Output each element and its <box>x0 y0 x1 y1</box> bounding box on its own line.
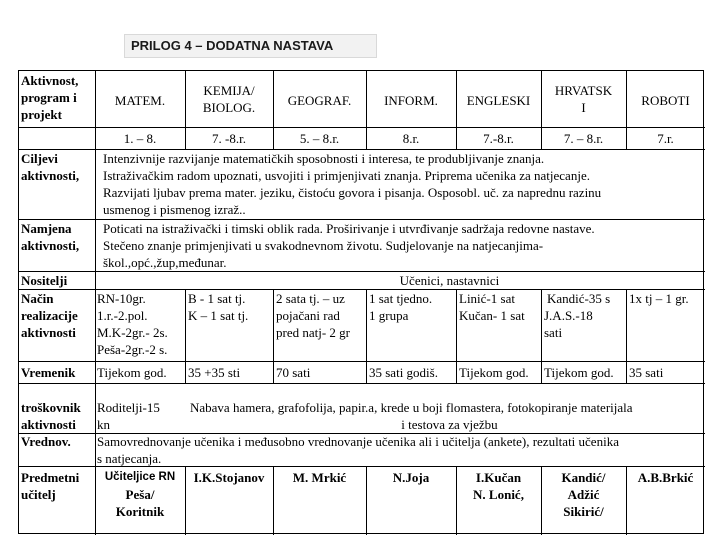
namjena-text-line: Stečeno znanje primjenjivati u svakodnevnom životu. Sudjelovanje na natjecanjima- <box>103 238 544 253</box>
row-label-predmetni: učitelj <box>21 487 56 502</box>
nacin-cell-matem: Peša-2gr.-2 s. <box>97 342 168 357</box>
grade-engleski: 7.-8.r. <box>483 131 514 146</box>
column-divider <box>185 289 186 383</box>
row-label-namjena: Namjena <box>21 221 72 236</box>
row-divider <box>19 271 705 272</box>
grade-geograf: 5. – 8.r. <box>299 131 340 146</box>
nacin-cell-inform: 1 sat tjedno. <box>369 291 433 306</box>
grade-kemija: 7. -8.r. <box>212 131 246 146</box>
row-label-vremenik: Vremenik <box>21 365 76 380</box>
teacher-matem: Učiteljice RN <box>104 471 176 483</box>
teacher-engleski: I.Kučan <box>475 470 522 485</box>
subject-header-roboti: ROBOTI <box>641 93 690 108</box>
column-divider <box>273 289 274 383</box>
row-label-ciljevi: aktivnosti, <box>21 168 80 183</box>
row-divider <box>19 289 705 290</box>
teacher-inform: N.Joja <box>392 470 430 485</box>
teacher-engleski: N. Lonić, <box>473 487 524 502</box>
page-title: PRILOG 4 – DODATNA NASTAVA <box>124 34 377 58</box>
vremenik-cell: 70 sati <box>276 365 311 380</box>
nacin-cell-engleski: Kučan- 1 sat <box>459 308 525 323</box>
column-divider <box>541 289 542 383</box>
troskovnik-cell: kn <box>97 417 110 432</box>
grade-inform: 8.r. <box>402 131 420 146</box>
vremenik-cell: 35 sati <box>629 365 664 380</box>
corner-label-line: projekt <box>21 107 62 122</box>
column-divider <box>626 289 627 383</box>
teacher-geograf: M. Mrkić <box>292 470 347 485</box>
row-label-troskovnik: troškovnik <box>21 400 81 415</box>
nacin-cell-matem: 1.r.-2.pol. <box>97 308 148 323</box>
nacin-cell-matem: M.K-2gr.- 2s. <box>97 325 168 340</box>
ciljevi-text-line: Istraživačkim radom upoznati, usvojiti i primjenjivati znanja. Priprema učenika za natjecanje. <box>103 168 590 183</box>
nacin-cell-geograf: 2 sata tj. – uz <box>276 291 345 306</box>
teacher-hrvatski: Kandić/ <box>561 470 606 485</box>
row-divider <box>19 466 705 467</box>
nacin-cell-hrvatski: sati <box>544 325 563 340</box>
activity-table <box>18 70 704 534</box>
grade-roboti: 7.r. <box>657 131 674 146</box>
corner-label-line: program i <box>21 90 77 105</box>
grade-matem: 1. – 8. <box>123 131 157 146</box>
namjena-text-line: škol.,opć.,žup,međunar. <box>103 255 227 270</box>
teacher-matem: Peša/ <box>125 487 155 502</box>
row-label-troskovnik: aktivnosti <box>21 417 76 432</box>
teacher-kemija: I.K.Stojanov <box>193 470 265 485</box>
row-divider <box>19 149 705 150</box>
column-divider <box>366 289 367 383</box>
row-divider <box>19 361 705 362</box>
nacin-cell-matem: RN-10gr. <box>97 291 146 306</box>
row-label-nositelji: Nositelji <box>21 273 68 288</box>
row-label-ciljevi: Ciljevi <box>21 151 58 166</box>
row-divider <box>19 383 705 384</box>
nacin-cell-roboti: 1x tj – 1 gr. <box>629 291 689 306</box>
subject-header-kemija-line2: BIOLOG. <box>202 100 256 115</box>
nacin-cell-hrvatski: J.A.S.-18 <box>544 308 593 323</box>
row-label-namjena: aktivnosti, <box>21 238 80 253</box>
subject-header-inform: INFORM. <box>384 93 438 108</box>
row-divider <box>19 219 705 220</box>
nacin-cell-geograf: pojačani rad <box>276 308 340 323</box>
row-label-vrednov: Vrednov. <box>21 434 71 449</box>
row-label-predmetni: Predmetni <box>21 470 80 485</box>
ciljevi-text-line: Razvijati ljubav prema mater. jeziku, čistoću govora i pisanja. Osposobl. uč. za naprednu razinu <box>103 185 602 200</box>
vrednov-text-line: Samovrednovanje učenika i međusobno vrednovanje učenika ali i učitelja (ankete), rezultati učenika <box>97 434 619 449</box>
troskovnik-text: i testova za vježbu <box>401 417 498 432</box>
row-label-nacin: Način <box>21 291 54 306</box>
row-divider <box>19 127 705 128</box>
subject-header-matem: MATEM. <box>114 93 166 108</box>
corner-label-line: Aktivnost, <box>21 73 79 88</box>
row-label-nacin: realizacije <box>21 308 78 323</box>
vremenik-cell: Tijekom god. <box>97 365 167 380</box>
vremenik-cell: 35 sati godiš. <box>369 365 438 380</box>
nacin-cell-geograf: pred natj- 2 gr <box>276 325 351 340</box>
ciljevi-text-line: usmenog i pismenog izraž.. <box>103 202 246 217</box>
grade-hrvatski: 7. – 8.r. <box>563 131 604 146</box>
subject-header-geograf: GEOGRAF. <box>287 93 352 108</box>
column-divider <box>456 289 457 383</box>
nacin-cell-kemija: K – 1 sat tj. <box>188 308 249 323</box>
troskovnik-text: Nabava hamera, grafofolija, papir.a, krede u boji flomastera, fotokopiranje materijala <box>190 400 633 415</box>
nacin-cell-kemija: B - 1 sat tj. <box>188 291 246 306</box>
troskovnik-cell: Roditelji-15 <box>97 400 160 415</box>
namjena-text-line: Poticati na istraživački i timski oblik rada. Proširivanje i utvrđivanje sadržaja redovne nastave. <box>103 221 595 236</box>
nacin-cell-engleski: Linić-1 sat <box>459 291 515 306</box>
vrednov-text-line: s natjecanja. <box>97 451 162 466</box>
teacher-roboti: A.B.Brkić <box>637 470 694 485</box>
row-label-nacin: aktivnosti <box>21 325 76 340</box>
subject-header-engleski: ENGLESKI <box>466 93 531 108</box>
vremenik-cell: Tijekom god. <box>459 365 529 380</box>
nacin-cell-hrvatski: Kandić-35 s <box>547 291 611 306</box>
teacher-hrvatski: Sikirić/ <box>563 504 604 519</box>
ciljevi-text-line: Intenzivnije razvijanje matematičkih sposobnosti i interesa, te produbljivanje znanja. <box>103 151 545 166</box>
subject-header-hrvatski-line1: HRVATSK <box>554 83 613 98</box>
subject-header-kemija-line1: KEMIJA/ <box>203 83 255 98</box>
vremenik-cell: 35 +35 sti <box>188 365 241 380</box>
nositelji-value: Učenici, nastavnici <box>399 273 500 288</box>
vremenik-cell: Tijekom god. <box>544 365 614 380</box>
subject-header-hrvatski-line2: I <box>581 100 586 115</box>
teacher-hrvatski: Adžić <box>567 487 600 502</box>
nacin-cell-inform: 1 grupa <box>369 308 409 323</box>
teacher-matem: Koritnik <box>115 504 165 519</box>
